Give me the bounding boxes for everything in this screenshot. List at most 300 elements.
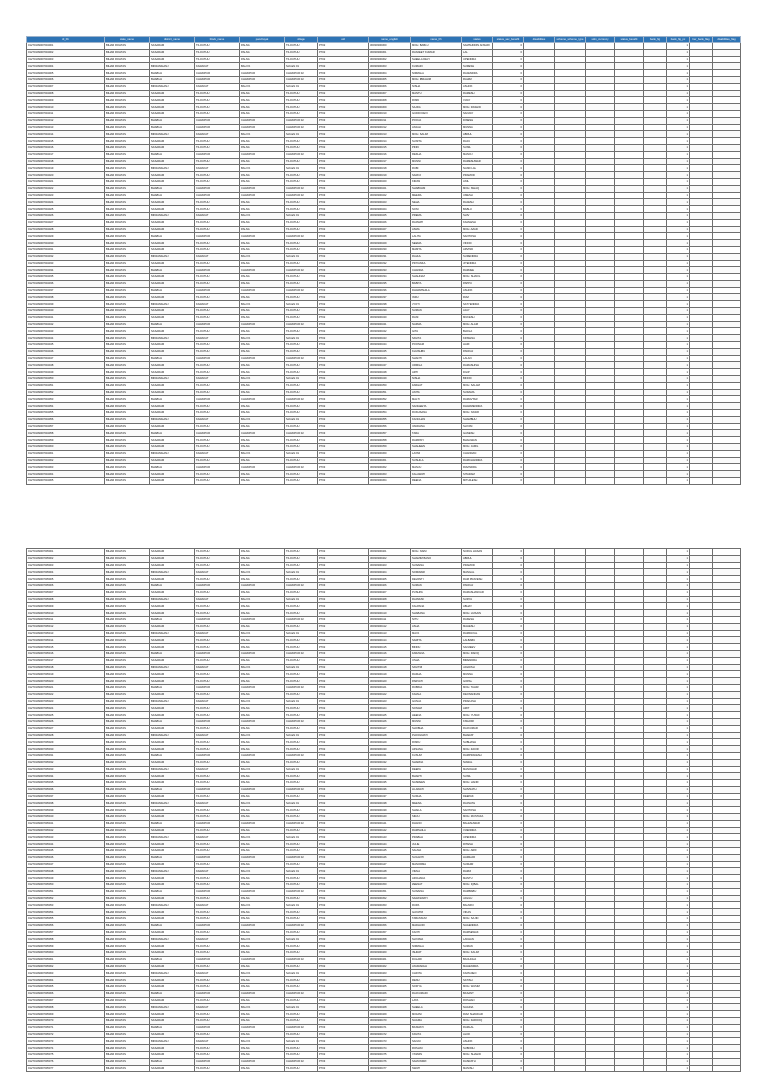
- table-cell-name_hi[interactable]: MUKESH: [462, 314, 493, 321]
- table-cell-ward_no[interactable]: 30030300363: [369, 471, 411, 478]
- table-cell-c16[interactable]: 1: [667, 868, 690, 875]
- table-cell-c17[interactable]: [690, 185, 713, 192]
- table-row[interactable]: [27, 984, 741, 991]
- table-cell-village[interactable]: P702: [318, 732, 369, 739]
- table-cell-ward_no[interactable]: 30030300466: [369, 990, 411, 997]
- table-cell-block[interactable]: PALNA: [240, 623, 285, 630]
- table-cell-c15[interactable]: [644, 131, 667, 138]
- column-header[interactable]: sdm_currency: [586, 37, 615, 43]
- table-cell-c15[interactable]: [644, 355, 667, 362]
- table-cell-name_hi[interactable]: MANTU: [462, 875, 493, 882]
- table-cell-c17[interactable]: [690, 671, 713, 678]
- table-cell-district[interactable]: CHAINPUR: [195, 718, 240, 725]
- table-row[interactable]: [27, 76, 741, 83]
- table-cell-sl_no[interactable]: 01270109007004065: [27, 478, 105, 485]
- table-cell-c12[interactable]: [555, 308, 586, 315]
- table-cell-c14[interactable]: [615, 362, 644, 369]
- table-cell-sl_no[interactable]: 01270109007004037: [27, 287, 105, 294]
- table-cell-name_hi[interactable]: RAMESH: [462, 90, 493, 97]
- table-cell-district[interactable]: TILOUTHU: [195, 705, 240, 712]
- table-cell-cat_no_order_number[interactable]: BIHAR ROHTAS: [105, 1065, 150, 1072]
- table-cell-block[interactable]: BALIYA: [240, 212, 285, 219]
- table-cell-ward_no[interactable]: 30030300342: [369, 328, 411, 335]
- table-cell-sl_no[interactable]: 01270109007005008: [27, 596, 105, 603]
- table-cell-name_hi[interactable]: SITARAM: [462, 471, 493, 478]
- table-cell-village[interactable]: P702: [318, 97, 369, 104]
- table-cell-gp_name[interactable]: BHABUA: [150, 1058, 195, 1065]
- table-cell-c14[interactable]: [615, 868, 644, 875]
- table-cell-sl_no[interactable]: 01270109007005060: [27, 950, 105, 957]
- table-cell-c18[interactable]: [713, 138, 741, 145]
- table-cell-ward_no[interactable]: 30030300426: [369, 718, 411, 725]
- table-cell-c15[interactable]: [644, 854, 667, 861]
- table-cell-district[interactable]: TILOUTHU: [195, 110, 240, 117]
- table-cell-cat_no_order_number[interactable]: BIHAR ROHTAS: [105, 909, 150, 916]
- table-cell-c11[interactable]: [524, 389, 555, 396]
- table-cell-gp_name[interactable]: SASARAM: [150, 260, 195, 267]
- table-cell-panchayat[interactable]: TILOUTHU: [285, 977, 318, 984]
- table-cell-c14[interactable]: [615, 882, 644, 889]
- table-cell-c18[interactable]: [713, 1017, 741, 1024]
- table-cell-c18[interactable]: [713, 807, 741, 814]
- table-cell-c16[interactable]: 1: [667, 1065, 690, 1072]
- table-cell-c11[interactable]: [524, 786, 555, 793]
- table-cell-c16[interactable]: 1: [667, 206, 690, 213]
- table-cell-name_hi[interactable]: RAMASHISH: [462, 362, 493, 369]
- table-cell-block[interactable]: PALNA: [240, 929, 285, 936]
- table-row[interactable]: [27, 294, 741, 301]
- table-cell-c12[interactable]: [555, 1058, 586, 1065]
- table-cell-c15[interactable]: [644, 43, 667, 50]
- table-cell-gp_name[interactable]: SASARAM: [150, 246, 195, 253]
- table-cell-cat_no_order_number[interactable]: BIHAR ROHTAS: [105, 841, 150, 848]
- table-cell-c12[interactable]: [555, 739, 586, 746]
- table-cell-sl_no[interactable]: 01270109007005026: [27, 718, 105, 725]
- table-cell-c13[interactable]: [586, 576, 615, 583]
- table-cell-ward_no[interactable]: 30030300348: [369, 369, 411, 376]
- table-cell-c17[interactable]: [690, 138, 713, 145]
- table-row[interactable]: [27, 610, 741, 617]
- table-cell-c15[interactable]: [644, 814, 667, 821]
- table-cell-sl_no[interactable]: 01270109007005065: [27, 984, 105, 991]
- table-cell-panchayat[interactable]: TILOUTHU: [285, 158, 318, 165]
- table-cell-c12[interactable]: [555, 437, 586, 444]
- table-row[interactable]: [27, 684, 741, 691]
- table-cell-c17[interactable]: [690, 1031, 713, 1038]
- table-cell-c14[interactable]: [615, 56, 644, 63]
- table-cell-father_name[interactable]: 0: [493, 104, 524, 111]
- table-cell-c16[interactable]: 1: [667, 233, 690, 240]
- table-cell-father_name[interactable]: 0: [493, 314, 524, 321]
- table-cell-father_name[interactable]: 0: [493, 916, 524, 923]
- table-cell-dob_gender[interactable]: MOH. IBRAHIM: [411, 76, 462, 83]
- table-cell-c13[interactable]: [586, 888, 615, 895]
- table-cell-village[interactable]: P702: [318, 644, 369, 651]
- table-cell-panchayat[interactable]: TILOUTHU: [285, 603, 318, 610]
- table-cell-block[interactable]: PALNA: [240, 478, 285, 485]
- table-cell-father_name[interactable]: 0: [493, 793, 524, 800]
- table-cell-block[interactable]: PALNA: [240, 909, 285, 916]
- table-cell-dob_gender[interactable]: SHAILA: [411, 807, 462, 814]
- table-cell-c16[interactable]: 1: [667, 144, 690, 151]
- table-cell-cat_no_order_number[interactable]: BIHAR ROHTAS: [105, 603, 150, 610]
- table-cell-c11[interactable]: [524, 1038, 555, 1045]
- table-cell-c11[interactable]: [524, 868, 555, 875]
- table-cell-father_name[interactable]: 0: [493, 348, 524, 355]
- table-cell-name_hi[interactable]: RAJU: [462, 138, 493, 145]
- table-cell-ward_no[interactable]: 30030300343: [369, 335, 411, 342]
- table-cell-c18[interactable]: [713, 70, 741, 77]
- table-cell-district[interactable]: KARAKAT: [195, 800, 240, 807]
- table-cell-c15[interactable]: [644, 444, 667, 451]
- table-cell-cat_no_order_number[interactable]: BIHAR ROHTAS: [105, 882, 150, 889]
- table-cell-ward_no[interactable]: 30030300359: [369, 444, 411, 451]
- table-row[interactable]: [27, 732, 741, 739]
- table-cell-c13[interactable]: [586, 950, 615, 957]
- table-cell-c16[interactable]: 1: [667, 882, 690, 889]
- table-cell-c13[interactable]: [586, 226, 615, 233]
- table-cell-block[interactable]: PALNA: [240, 603, 285, 610]
- table-row[interactable]: [27, 260, 741, 267]
- table-cell-village[interactable]: P702: [318, 705, 369, 712]
- table-cell-c16[interactable]: 1: [667, 104, 690, 111]
- table-cell-sl_no[interactable]: 01270109007004022: [27, 185, 105, 192]
- table-cell-c17[interactable]: [690, 233, 713, 240]
- table-cell-c17[interactable]: [690, 158, 713, 165]
- table-cell-sl_no[interactable]: 01270109007005067: [27, 997, 105, 1004]
- table-cell-c17[interactable]: [690, 97, 713, 104]
- table-cell-c12[interactable]: [555, 158, 586, 165]
- table-cell-c18[interactable]: [713, 1011, 741, 1018]
- table-cell-c16[interactable]: 1: [667, 1017, 690, 1024]
- table-cell-block[interactable]: BALIYA: [240, 569, 285, 576]
- table-cell-c14[interactable]: [615, 410, 644, 417]
- table-cell-district[interactable]: KARAKAT: [195, 83, 240, 90]
- table-cell-gp_name[interactable]: BHABUA: [150, 1024, 195, 1031]
- table-cell-dob_gender[interactable]: LATA: [411, 997, 462, 1004]
- table-cell-c15[interactable]: [644, 301, 667, 308]
- table-cell-name_hi[interactable]: RAMCHANDRA: [462, 457, 493, 464]
- table-cell-c11[interactable]: [524, 712, 555, 719]
- table-cell-panchayat[interactable]: CHAINPUR 02: [285, 854, 318, 861]
- table-cell-block[interactable]: PALNA: [240, 348, 285, 355]
- table-cell-c12[interactable]: [555, 990, 586, 997]
- table-cell-father_name[interactable]: 0: [493, 430, 524, 437]
- table-cell-name_hi[interactable]: BABLU: [462, 206, 493, 213]
- table-cell-gp_name[interactable]: BHABUA: [150, 117, 195, 124]
- table-cell-gp_name[interactable]: BHABUA: [150, 888, 195, 895]
- table-cell-name_hi[interactable]: SUBHASH: [462, 739, 493, 746]
- table-cell-c16[interactable]: 1: [667, 596, 690, 603]
- table-cell-district[interactable]: TILOUTHU: [195, 382, 240, 389]
- table-cell-village[interactable]: P703: [318, 185, 369, 192]
- table-cell-c16[interactable]: 1: [667, 478, 690, 485]
- table-cell-c12[interactable]: [555, 185, 586, 192]
- table-cell-c15[interactable]: [644, 410, 667, 417]
- table-cell-cat_no_order_number[interactable]: BIHAR ROHTAS: [105, 240, 150, 247]
- table-cell-c15[interactable]: [644, 97, 667, 104]
- table-cell-c13[interactable]: [586, 596, 615, 603]
- table-cell-panchayat[interactable]: TILOUTHU: [285, 471, 318, 478]
- table-cell-c18[interactable]: [713, 192, 741, 199]
- table-cell-cat_no_order_number[interactable]: BIHAR ROHTAS: [105, 827, 150, 834]
- table-row[interactable]: [27, 83, 741, 90]
- table-cell-village[interactable]: P702: [318, 902, 369, 909]
- table-cell-gp_name[interactable]: SASARAM: [150, 691, 195, 698]
- table-cell-c11[interactable]: [524, 328, 555, 335]
- table-cell-c12[interactable]: [555, 861, 586, 868]
- table-cell-father_name[interactable]: 0: [493, 902, 524, 909]
- table-cell-panchayat[interactable]: TILOUTHU: [285, 328, 318, 335]
- table-cell-c15[interactable]: [644, 820, 667, 827]
- table-cell-c18[interactable]: [713, 800, 741, 807]
- table-cell-cat_no_order_number[interactable]: BIHAR ROHTAS: [105, 970, 150, 977]
- table-cell-father_name[interactable]: 0: [493, 746, 524, 753]
- table-row[interactable]: [27, 192, 741, 199]
- table-cell-gp_name[interactable]: SASARAM: [150, 623, 195, 630]
- table-cell-sl_no[interactable]: 01270109007004042: [27, 321, 105, 328]
- table-cell-c17[interactable]: [690, 90, 713, 97]
- table-cell-block[interactable]: PALNA: [240, 549, 285, 556]
- table-cell-c14[interactable]: [615, 549, 644, 556]
- table-cell-c11[interactable]: [524, 630, 555, 637]
- column-header[interactable]: disabilities_flag: [713, 37, 741, 43]
- table-cell-c11[interactable]: [524, 875, 555, 882]
- table-cell-c15[interactable]: [644, 902, 667, 909]
- table-cell-c13[interactable]: [586, 1045, 615, 1052]
- table-cell-village[interactable]: P702: [318, 814, 369, 821]
- table-cell-c17[interactable]: [690, 131, 713, 138]
- table-cell-village[interactable]: P702: [318, 916, 369, 923]
- table-cell-c14[interactable]: [615, 950, 644, 957]
- table-cell-c11[interactable]: [524, 76, 555, 83]
- table-cell-c11[interactable]: [524, 902, 555, 909]
- table-cell-name_hi[interactable]: RAMLAL: [462, 1024, 493, 1031]
- table-cell-panchayat[interactable]: TILOUTHU: [285, 104, 318, 111]
- table-cell-village[interactable]: P703: [318, 854, 369, 861]
- table-cell-dob_gender[interactable]: MANORMA: [411, 861, 462, 868]
- table-cell-father_name[interactable]: 0: [493, 841, 524, 848]
- table-cell-name_hi[interactable]: ABDUL: [462, 555, 493, 562]
- table-cell-dob_gender[interactable]: LILAWATI: [411, 786, 462, 793]
- table-cell-gp_name[interactable]: SASARAM: [150, 705, 195, 712]
- table-cell-sl_no[interactable]: 01270109007005039: [27, 807, 105, 814]
- table-cell-gp_name[interactable]: SASARAM: [150, 963, 195, 970]
- table-cell-c11[interactable]: [524, 90, 555, 97]
- table-cell-c18[interactable]: [713, 943, 741, 950]
- table-cell-c15[interactable]: [644, 950, 667, 957]
- table-cell-c12[interactable]: [555, 650, 586, 657]
- table-cell-dob_gender[interactable]: RUPA: [411, 902, 462, 909]
- table-cell-c12[interactable]: [555, 576, 586, 583]
- table-cell-gp_name[interactable]: BIKRAMGANJ: [150, 1004, 195, 1011]
- table-cell-c17[interactable]: [690, 450, 713, 457]
- table-cell-name_hi[interactable]: UMESH: [462, 192, 493, 199]
- table-cell-c17[interactable]: [690, 206, 713, 213]
- table-cell-dob_gender[interactable]: MALTI: [411, 396, 462, 403]
- table-cell-cat_no_order_number[interactable]: BIHAR ROHTAS: [105, 212, 150, 219]
- table-cell-c18[interactable]: [713, 444, 741, 451]
- table-cell-father_name[interactable]: 0: [493, 70, 524, 77]
- table-cell-c16[interactable]: 1: [667, 423, 690, 430]
- table-cell-c14[interactable]: [615, 76, 644, 83]
- table-cell-cat_no_order_number[interactable]: BIHAR ROHTAS: [105, 984, 150, 991]
- table-cell-village[interactable]: P702: [318, 212, 369, 219]
- table-cell-block[interactable]: PALNA: [240, 671, 285, 678]
- table-cell-panchayat[interactable]: Sohrahi 01: [285, 936, 318, 943]
- table-cell-c17[interactable]: [690, 1051, 713, 1058]
- table-cell-c14[interactable]: [615, 1011, 644, 1018]
- table-cell-gp_name[interactable]: SASARAM: [150, 895, 195, 902]
- table-cell-district[interactable]: TILOUTHU: [195, 49, 240, 56]
- table-cell-panchayat[interactable]: TILOUTHU: [285, 916, 318, 923]
- table-cell-c18[interactable]: [713, 820, 741, 827]
- table-cell-panchayat[interactable]: TILOUTHU: [285, 610, 318, 617]
- table-cell-father_name[interactable]: 0: [493, 192, 524, 199]
- table-cell-c14[interactable]: [615, 240, 644, 247]
- table-cell-c17[interactable]: [690, 369, 713, 376]
- table-cell-cat_no_order_number[interactable]: BIHAR ROHTAS: [105, 922, 150, 929]
- table-cell-panchayat[interactable]: TILOUTHU: [285, 759, 318, 766]
- table-cell-dob_gender[interactable]: SWATI: [411, 1065, 462, 1072]
- table-cell-father_name[interactable]: 0: [493, 664, 524, 671]
- table-cell-dob_gender[interactable]: RAJKUMARI: [411, 990, 462, 997]
- table-cell-c14[interactable]: [615, 471, 644, 478]
- table-cell-ward_no[interactable]: 30030300301: [369, 49, 411, 56]
- table-cell-c15[interactable]: [644, 956, 667, 963]
- table-row[interactable]: [27, 43, 741, 50]
- table-cell-c17[interactable]: [690, 389, 713, 396]
- table-cell-ward_no[interactable]: 30030300357: [369, 430, 411, 437]
- table-cell-c16[interactable]: 1: [667, 691, 690, 698]
- table-cell-father_name[interactable]: 0: [493, 562, 524, 569]
- table-cell-c18[interactable]: [713, 240, 741, 247]
- table-cell-father_name[interactable]: 0: [493, 240, 524, 247]
- table-cell-c16[interactable]: 1: [667, 219, 690, 226]
- table-cell-c18[interactable]: [713, 616, 741, 623]
- table-cell-c14[interactable]: [615, 348, 644, 355]
- table-cell-c13[interactable]: [586, 165, 615, 172]
- table-cell-c13[interactable]: [586, 308, 615, 315]
- table-cell-c12[interactable]: [555, 294, 586, 301]
- table-cell-sl_no[interactable]: 01270109007005037: [27, 793, 105, 800]
- table-cell-c17[interactable]: [690, 110, 713, 117]
- table-cell-father_name[interactable]: 0: [493, 403, 524, 410]
- table-cell-gp_name[interactable]: BIKRAMGANJ: [150, 800, 195, 807]
- table-cell-district[interactable]: TILOUTHU: [195, 929, 240, 936]
- table-cell-c14[interactable]: [615, 963, 644, 970]
- table-cell-panchayat[interactable]: TILOUTHU: [285, 240, 318, 247]
- table-cell-ward_no[interactable]: 30030300414: [369, 637, 411, 644]
- table-cell-name_hi[interactable]: VIJENDRA: [462, 827, 493, 834]
- table-cell-sl_no[interactable]: 01270109007004008: [27, 90, 105, 97]
- table-cell-father_name[interactable]: 0: [493, 287, 524, 294]
- table-cell-c16[interactable]: 1: [667, 630, 690, 637]
- table-cell-c16[interactable]: 1: [667, 766, 690, 773]
- table-cell-father_name[interactable]: 0: [493, 882, 524, 889]
- table-cell-c15[interactable]: [644, 328, 667, 335]
- table-cell-dob_gender[interactable]: SOMWARI: [411, 569, 462, 576]
- table-cell-gp_name[interactable]: SASARAM: [150, 97, 195, 104]
- table-cell-cat_no_order_number[interactable]: BIHAR ROHTAS: [105, 308, 150, 315]
- table-cell-name_hi[interactable]: RAMSEWAK: [462, 929, 493, 936]
- table-cell-name_hi[interactable]: LAKHAN: [462, 936, 493, 943]
- table-cell-village[interactable]: P702: [318, 172, 369, 179]
- table-cell-c11[interactable]: [524, 909, 555, 916]
- table-cell-panchayat[interactable]: TILOUTHU: [285, 260, 318, 267]
- table-cell-block[interactable]: CHAINPUR: [240, 430, 285, 437]
- table-cell-gp_name[interactable]: SASARAM: [150, 848, 195, 855]
- table-cell-c16[interactable]: 1: [667, 752, 690, 759]
- table-cell-cat_no_order_number[interactable]: BIHAR ROHTAS: [105, 437, 150, 444]
- table-cell-c14[interactable]: [615, 1038, 644, 1045]
- table-cell-c14[interactable]: [615, 212, 644, 219]
- table-cell-c14[interactable]: [615, 936, 644, 943]
- table-cell-c15[interactable]: [644, 1038, 667, 1045]
- table-cell-ward_no[interactable]: 30030300344: [369, 342, 411, 349]
- table-cell-district[interactable]: TILOUTHU: [195, 984, 240, 991]
- table-cell-cat_no_order_number[interactable]: BIHAR ROHTAS: [105, 684, 150, 691]
- table-cell-district[interactable]: TILOUTHU: [195, 56, 240, 63]
- table-cell-name_hi[interactable]: SATISH: [462, 977, 493, 984]
- table-cell-c17[interactable]: [690, 172, 713, 179]
- table-row[interactable]: [27, 963, 741, 970]
- table-cell-c18[interactable]: [713, 759, 741, 766]
- table-cell-c12[interactable]: [555, 705, 586, 712]
- table-cell-village[interactable]: P702: [318, 144, 369, 151]
- table-cell-gp_name[interactable]: BIKRAMGANJ: [150, 83, 195, 90]
- table-cell-block[interactable]: BALIYA: [240, 970, 285, 977]
- table-cell-name_hi[interactable]: RAMDAYAL: [462, 630, 493, 637]
- table-cell-c17[interactable]: [690, 793, 713, 800]
- table-cell-sl_no[interactable]: 01270109007004011: [27, 110, 105, 117]
- table-cell-father_name[interactable]: 0: [493, 342, 524, 349]
- table-row[interactable]: [27, 97, 741, 104]
- table-cell-c18[interactable]: [713, 555, 741, 562]
- table-cell-gp_name[interactable]: SASARAM: [150, 423, 195, 430]
- table-row[interactable]: [27, 739, 741, 746]
- table-cell-name_hi[interactable]: ARVIND: [462, 246, 493, 253]
- table-cell-c16[interactable]: 1: [667, 444, 690, 451]
- table-cell-sl_no[interactable]: 01270109007004024: [27, 199, 105, 206]
- table-cell-c13[interactable]: [586, 718, 615, 725]
- table-cell-cat_no_order_number[interactable]: BIHAR ROHTAS: [105, 739, 150, 746]
- table-cell-cat_no_order_number[interactable]: BIHAR ROHTAS: [105, 369, 150, 376]
- table-cell-c17[interactable]: [690, 841, 713, 848]
- table-cell-village[interactable]: P703: [318, 752, 369, 759]
- table-cell-panchayat[interactable]: TILOUTHU: [285, 712, 318, 719]
- table-cell-cat_no_order_number[interactable]: BIHAR ROHTAS: [105, 1038, 150, 1045]
- table-cell-village[interactable]: P702: [318, 759, 369, 766]
- table-cell-c11[interactable]: [524, 827, 555, 834]
- table-cell-c11[interactable]: [524, 650, 555, 657]
- table-cell-dob_gender[interactable]: ROSHNI: [411, 1045, 462, 1052]
- table-cell-c16[interactable]: 1: [667, 746, 690, 753]
- table-cell-panchayat[interactable]: TILOUTHU: [285, 43, 318, 50]
- table-cell-c13[interactable]: [586, 739, 615, 746]
- table-cell-c11[interactable]: [524, 589, 555, 596]
- table-cell-cat_no_order_number[interactable]: BIHAR ROHTAS: [105, 977, 150, 984]
- table-cell-gp_name[interactable]: BHABUA: [150, 267, 195, 274]
- table-row[interactable]: [27, 63, 741, 70]
- table-row[interactable]: [27, 861, 741, 868]
- table-cell-panchayat[interactable]: CHAINPUR 02: [285, 396, 318, 403]
- table-row[interactable]: [27, 233, 741, 240]
- table-cell-c13[interactable]: [586, 287, 615, 294]
- table-cell-c12[interactable]: [555, 403, 586, 410]
- table-cell-panchayat[interactable]: TILOUTHU: [285, 943, 318, 950]
- table-cell-c11[interactable]: [524, 793, 555, 800]
